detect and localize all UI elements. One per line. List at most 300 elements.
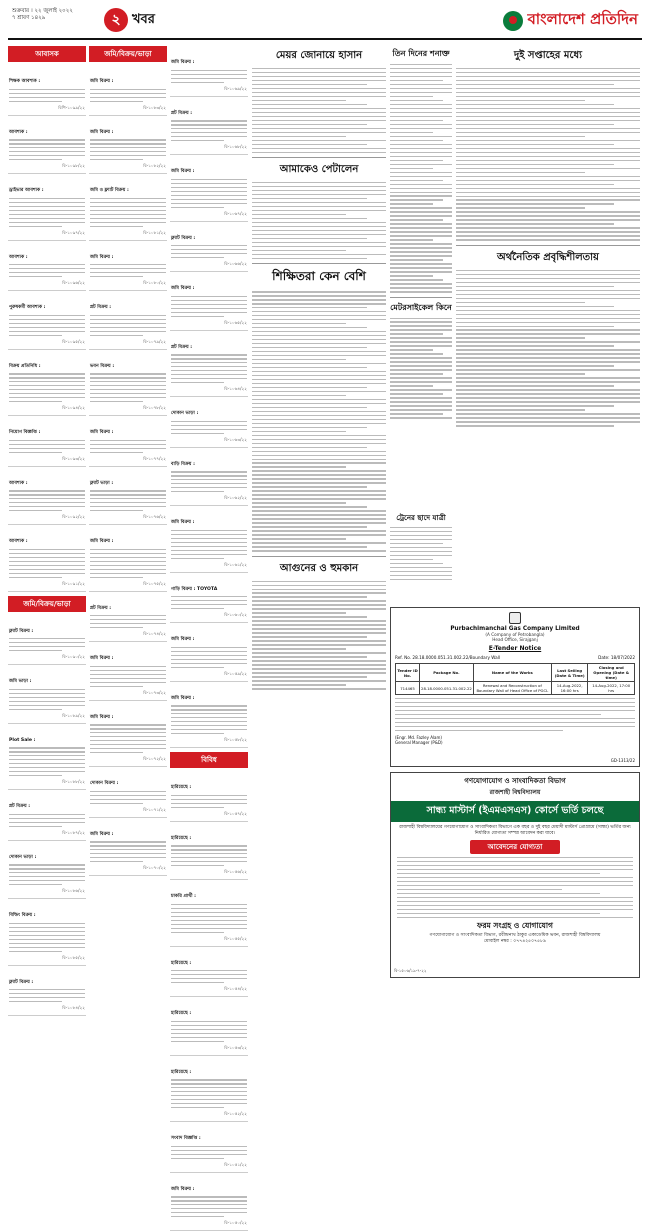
text-line [390,385,433,386]
text-line [397,905,633,906]
text-line [456,160,640,161]
classified-ad [8,291,86,350]
text-line [9,97,85,98]
text-line [252,466,346,467]
text-line [252,443,386,444]
text-line [252,116,386,117]
company-name: Purbachimanchal Gas Company Limited [450,626,580,632]
text-line [171,604,247,605]
classified-ad [8,350,86,416]
text-line [390,156,452,157]
text-line [390,575,452,576]
story-title[interactable]: আগুনের ও হুমকান [279,562,359,574]
text-line [90,549,166,550]
text-line [9,565,85,566]
text-line [252,616,367,617]
text-line [252,391,386,392]
classified-ad [8,724,86,790]
classified-body [90,615,166,628]
text-line [397,865,633,866]
classifieds-column-3 [170,46,248,1226]
text-line [456,306,614,307]
text-line [397,885,633,886]
text-line [252,589,386,590]
text-line [171,1196,247,1197]
story-title[interactable]: মেটরসাইকেল কিনে [390,301,452,312]
classified-ad [89,65,167,116]
classified-lead: গাড়ি বিক্রয় : TOYOTA [171,586,218,592]
story-body [390,318,452,419]
text-line [171,491,224,492]
classified-ref: বি-১০৫২/২২ [224,1111,247,1116]
story-title[interactable]: ট্রেনের ছাদে যাত্রী [396,513,446,522]
text-line [90,335,143,336]
story-title[interactable]: শিক্ষিতরা কেন বেশি [272,269,366,284]
text-line [252,550,386,551]
classified-ad [170,1122,248,1173]
text-line [171,1204,247,1205]
text-line [90,506,166,507]
classified-body [9,198,85,227]
text-line [90,627,143,628]
text-line [9,393,85,394]
text-line [171,370,247,371]
eligibility-body [391,857,639,918]
classified-body [90,315,166,336]
text-line [9,315,85,316]
classified-ad [8,841,86,900]
classified-body [171,970,247,983]
classified-body [171,596,247,609]
text-line [390,555,452,556]
admission-intro: রাজশাহী বিশ্ববিদ্যালয়ের গণযোগাযোগ ও সাংবাদিকতা বিভাগে এক বছর ও দুই বছর মেয়াদী মাস্টার্স প্রোগ্রামে (সান্ধ্য) ভর্তির জন্য নির্ধারিত যোগ্যতা সম্পন্ন আবেদন করা যাবে। [399,825,631,836]
classified-ref: বি-১০৫১/২২ [224,1161,247,1167]
text-line [171,195,247,196]
text-line [171,795,247,796]
classified-ref: বি-১০৯৪/২২ [62,405,85,410]
text-line [90,573,166,574]
page-indicator [104,8,155,32]
text-line [390,527,452,528]
text-line [171,1150,247,1151]
text-line [252,506,367,507]
text-line [90,89,166,90]
classified-lead: Plot Sale : [9,737,36,743]
text-line [390,92,452,93]
story-three-days [390,48,452,293]
text-line [171,1033,247,1034]
table-header-cell: Closing and Opening (Date & time) [588,664,635,682]
text-line [90,791,166,792]
text-line [9,272,85,273]
text-line [456,116,640,117]
text-line [9,268,85,269]
classified-lead: জমি ও ফ্ল্যাট বিক্রয় : [90,188,129,194]
text-line [456,361,640,362]
text-line [390,255,452,256]
classified-ref: বি-১০৭৯/২২ [143,338,166,344]
classified-ad [8,65,86,116]
eligibility-text [397,857,633,918]
text-line [171,970,247,971]
text-line [9,139,85,140]
text-line [390,120,443,121]
text-line [9,709,62,710]
text-line [456,369,640,370]
story-body [252,182,386,259]
text-line [9,818,85,819]
text-line [456,152,640,153]
classified-ref: বি-১০৭৮/২২ [143,405,166,410]
text-line [390,100,443,101]
text-line [90,849,166,850]
text-line [390,579,452,580]
text-line [390,160,443,161]
text-line [456,235,640,236]
text-line [90,724,166,725]
text-line [252,363,386,364]
classified-ad [170,272,248,331]
text-line [456,294,640,295]
text-line [9,931,85,932]
text-line [171,425,247,426]
text-line [171,924,247,925]
text-line [171,487,247,488]
text-line [171,354,247,355]
text-line [390,124,452,125]
classified-ref: বি-১০৫৭/২২ [224,810,247,816]
text-line [456,192,640,193]
text-line [456,373,585,374]
classified-ref: বি-১০৬০/২২ [224,612,247,618]
text-line [395,714,601,715]
text-line [252,144,367,145]
ref-number: Ref. No. 28.18.0000.051.31.002.22/Boundary Wall [395,655,501,660]
text-line [390,76,452,77]
text-line [90,494,166,495]
text-line [456,176,640,177]
classified-ad [170,222,248,273]
text-line [252,628,386,629]
text-line [252,148,386,149]
text-line [9,693,85,694]
text-line [390,172,452,173]
text-line [252,676,367,677]
text-line [171,1029,247,1030]
brand-logo[interactable] [503,8,638,33]
table-header-cell: Tender ID No. [396,664,420,682]
text-line [252,490,386,491]
classified-lead: বিক্রয় প্রতিনিধি : [9,363,41,369]
text-line [390,563,443,564]
text-line [90,93,166,94]
table-cell: Renewal and Reconstruction of Boundary Wall of Head Office of PGCL [473,682,551,695]
text-line [456,322,640,323]
text-line [171,1095,247,1096]
text-line [90,214,166,215]
text-line [456,231,640,232]
text-line [171,558,224,559]
classified-ad [89,174,167,240]
text-line [171,82,224,83]
text-line [90,857,166,858]
text-line [397,877,633,878]
classified-body [9,638,85,651]
text-line [456,184,614,185]
text-line [90,803,143,804]
text-line [9,872,85,873]
text-line [9,763,85,764]
table-header-cell: Package No. [420,664,474,682]
text-line [456,421,640,422]
text-line [252,518,386,519]
text-line [252,620,386,621]
classified-ad [8,665,86,724]
ad-reference: বি-১৫০৬/১৯-৭-২২ [394,968,427,973]
classified-body [171,904,247,933]
classified-lead: জমি বিক্রয় : [90,831,114,837]
classified-lead: জমি ভাড়া : [9,679,32,685]
text-line [390,275,433,276]
classified-ad [170,573,248,624]
text-line [456,84,614,85]
classified-lead: পুরুষকর্মী আবশ্যক : [9,305,46,311]
text-line [390,195,452,196]
text-line [9,401,62,402]
classified-body [9,747,85,776]
table-row [396,682,635,695]
text-line [9,923,85,924]
text-line [171,1103,247,1104]
text-line [456,180,640,181]
text-line [9,101,62,102]
text-line [171,136,247,137]
classified-lead: বিল্ডিং বিক্রয় : [9,913,36,919]
classified-ad [8,899,86,965]
classified-ref: বি-১০৫৫/২২ [224,935,247,941]
text-line [171,1091,247,1092]
text-line [90,448,166,449]
story-body [252,291,386,551]
text-line [252,88,386,89]
text-line [9,143,85,144]
text-line [9,884,62,885]
text-line [456,357,640,358]
text-line [9,389,85,390]
classified-ref: বি-১০৫৬/২২ [224,869,247,875]
classified-body [171,1196,247,1217]
text-line [395,698,635,699]
text-line [252,355,386,356]
text-line [252,462,386,463]
story-body [390,64,452,293]
text-line [90,272,166,273]
text-line [9,689,85,690]
text-line [171,378,247,379]
text-line [390,215,452,216]
text-line [456,290,640,291]
text-line [90,678,166,679]
news-block-right-narrow [390,46,452,421]
text-line [171,358,247,359]
text-line [252,640,386,641]
text-line [90,510,143,511]
story-title[interactable]: মেয়র জোনায়ে হাসান [275,50,363,61]
classified-ad [89,525,167,591]
text-line [9,210,85,211]
news-block-center [252,46,386,692]
text-line [456,365,614,366]
story-two-weeks [456,48,640,241]
text-line [9,638,85,639]
text-line [9,943,85,944]
classified-ad [8,615,86,666]
story-title[interactable]: দুই সপ্তাহের মধ্যে [514,50,582,61]
table-cell: 14-Aug-2022, 17:00 hrs [588,682,635,695]
classified-body [90,198,166,227]
text-line [390,531,452,532]
text-line [390,283,452,284]
text-line [252,234,386,235]
text-line [9,561,85,562]
classified-ad [170,1056,248,1122]
text-line [171,647,247,648]
text-line [9,935,85,936]
text-line [90,276,143,277]
text-line [252,226,386,227]
classified-body [9,864,85,885]
text-line [9,1001,62,1002]
text-line [456,196,640,197]
section-name: খবর [132,11,155,27]
divider [390,297,452,298]
text-line [171,542,247,543]
text-line [390,405,452,406]
classified-body [90,724,166,753]
text-line [90,502,166,503]
text-line [90,159,143,160]
text-line [90,666,166,667]
classified-ad [170,397,248,448]
text-line [456,409,585,410]
text-line [9,989,85,990]
text-line [390,243,452,244]
classified-list [89,65,167,876]
classifieds-column-1 [8,46,86,1011]
story-beating [252,162,386,259]
classified-lead: জমি বিক্রয় : [171,169,195,175]
text-line [456,92,640,93]
text-line [252,242,386,243]
text-line [252,459,386,460]
classified-lead: জমি বিক্রয় : [90,254,114,260]
text-line [252,295,386,296]
text-line [90,198,166,199]
text-line [9,502,85,503]
text-line [390,207,452,208]
text-line [9,323,85,324]
text-line [171,140,224,141]
text-line [171,799,247,800]
text-line [9,377,85,378]
classified-ref: বি-১০৮৭/২২ [62,829,85,835]
text-line [390,413,443,414]
text-line [90,674,166,675]
text-line [171,1107,224,1108]
text-line [252,604,386,605]
text-line [252,684,346,685]
text-line [252,514,386,515]
text-line [90,323,166,324]
classified-ref: বিপি-১০৯৯/২২ [58,104,85,110]
classified-ref: বি-১০৮৫/২২ [62,954,85,960]
text-line [252,596,367,597]
classified-lead: জমি বিক্রয় : [171,286,195,292]
text-line [252,323,346,324]
classified-body [171,1021,247,1042]
text-line [252,419,386,420]
text-line [390,567,452,568]
text-line [456,381,640,382]
text-line [390,401,452,402]
text-line [171,207,224,208]
text-line [90,728,166,729]
text-line [390,267,452,268]
classified-list [170,46,248,748]
classified-ref: বি-১০৬১/২২ [224,561,247,567]
text-line [456,223,614,224]
text-line [390,251,452,252]
classified-ad [8,525,86,591]
company-address: Head Office, Sirajganj [492,637,538,642]
text-line [9,444,85,445]
text-line [171,187,247,188]
story-title[interactable]: অর্থনৈতিক প্রবৃদ্ধিশীলতায় [497,251,599,263]
text-line [390,64,452,65]
text-line [171,316,224,317]
signer-name: (Engr. Md. Fazley Alam) [395,735,442,741]
text-line [9,755,85,756]
text-line [9,452,62,453]
text-line [456,148,640,149]
table-header-row [396,664,635,682]
text-line [90,577,143,578]
text-line [9,147,85,148]
text-line [90,740,166,741]
text-line [252,608,386,609]
text-line [252,592,386,593]
table-header-cell: Name of the Works [473,664,551,682]
story-title[interactable]: তিন দিনের শনাক্ত [392,48,450,58]
text-line [171,70,247,71]
classified-body [9,814,85,827]
text-line [252,140,386,141]
text-line [252,632,386,633]
text-line [390,108,452,109]
text-line [390,148,452,149]
text-line [252,291,386,292]
classified-lead: জমি বিক্রয় : [171,1186,195,1192]
text-line [171,471,247,472]
text-line [397,917,633,918]
story-title[interactable]: আমাকেও পেটালেন [279,164,359,176]
news-block-right-wide [456,46,640,429]
classified-ad [89,416,167,467]
classified-ad [8,966,86,1017]
classified-body [9,315,85,336]
text-line [252,672,386,673]
text-line [171,721,247,722]
